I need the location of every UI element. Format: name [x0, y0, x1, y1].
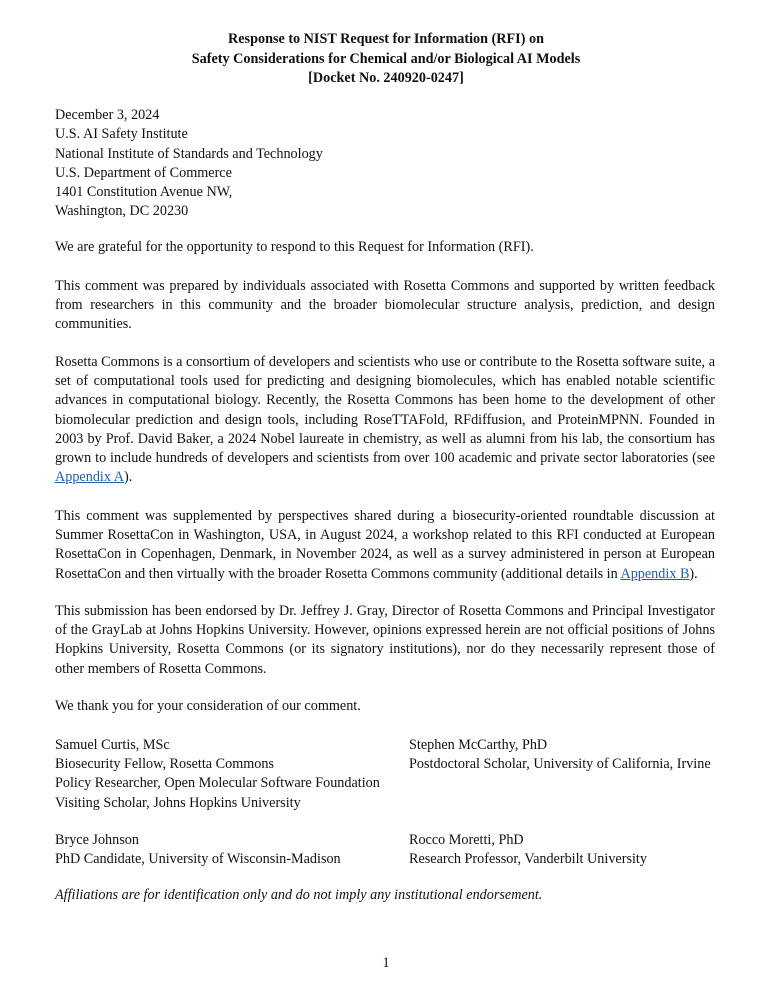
paragraph-endorsement: This submission has been endorsed by Dr. Jeffrey J. Gray, Director of Rosetta Commons and Principal Investigator of the GrayLab at Johns Hopkins University. However, opinions expressed herein are not official positions of Johns Hopkins University, Rosetta Commons (or its signatory institutions), nor do they necessarily represent those of other members of Rosetta Commons.: [55, 603, 715, 677]
paragraph-text: ).: [689, 565, 698, 582]
signatory-name: Stephen McCarthy, PhD: [409, 737, 548, 753]
letter-date: December 3, 2024: [55, 107, 160, 123]
address-line: National Institute of Standards and Technology: [55, 145, 323, 162]
paragraph-rosetta-commons: [55, 353, 715, 487]
title-line-2: Safety Considerations for Chemical and/or Biological AI Models: [191, 50, 581, 67]
paragraph-text: This comment was supplemented by perspectives shared during a biosecurity-oriented roundtable discussion at Summer RosettaCon in Washington, USA, in August 2024, a workshop related to this RFI conducted at European RosettaCon in Copenhagen, Denmark, in November 2024, as well as a survey administered in person at European RosettaCon and then virtually with the broader Rosetta Commons community (additional details in: [55, 508, 715, 582]
address-line: Washington, DC 20230: [55, 203, 189, 220]
address-line: U.S. Department of Commerce: [55, 164, 232, 181]
signatory-name: Rocco Moretti, PhD: [409, 832, 524, 848]
document-title: [0, 30, 772, 89]
address-line: U.S. AI Safety Institute: [55, 126, 188, 143]
signatory-moretti: [409, 831, 647, 869]
signatory-affiliation: Research Professor, Vanderbilt University: [409, 851, 647, 868]
address-line: 1401 Constitution Avenue NW,: [55, 184, 233, 201]
signatory-curtis: [55, 736, 380, 813]
signatory-affiliation: Biosecurity Fellow, Rosetta Commons: [55, 756, 274, 773]
signatory-mccarthy: [409, 736, 711, 774]
paragraph-text: ).: [123, 469, 133, 486]
paragraph-gratitude: We are grateful for the opportunity to respond to this Request for Information (RFI).: [55, 239, 534, 255]
signatory-name: Bryce Johnson: [55, 832, 139, 848]
title-line-1: Response to NIST Request for Information (RFI) on: [228, 31, 544, 47]
signatory-affiliation: Postdoctoral Scholar, University of California, Irvine: [409, 756, 711, 773]
signatory-name: Samuel Curtis, MSc: [55, 737, 170, 753]
affiliation-disclaimer: Affiliations are for identification only and do not imply any institutional endorsement.: [55, 887, 543, 903]
address-block: [55, 106, 323, 222]
appendix-a-link[interactable]: Appendix A: [55, 469, 124, 486]
signatory-affiliation: Visiting Scholar, Johns Hopkins University: [55, 794, 301, 811]
signatory-affiliation: Policy Researcher, Open Molecular Software Foundation: [55, 775, 380, 792]
appendix-b-link[interactable]: Appendix B: [620, 565, 690, 582]
page-number: 1: [382, 955, 390, 971]
paragraph-thanks: We thank you for your consideration of our comment.: [55, 698, 361, 714]
signatory-affiliation: PhD Candidate, University of Wisconsin-Madison: [55, 851, 341, 868]
title-line-3: [Docket No. 240920-0247]: [308, 70, 464, 86]
signatory-johnson: [55, 831, 341, 869]
paragraph-preparation: This comment was prepared by individuals associated with Rosetta Commons and supported by written feedback from researchers in this community and the broader biomolecular structure analysis, prediction, and design communities.: [55, 278, 715, 333]
paragraph-supplemented: [55, 507, 715, 584]
paragraph-text: Rosetta Commons is a consortium of developers and scientists who use or contribute to the Rosetta software suite, a set of computational tools used for predicting and designing biomolecules, which has enabled notable scientific advances in computational biology. Recently, the Rosetta Commons has been home to the development of other biomolecular prediction and design tools, including RoseTTAFold, RFdiffusion, and ProteinMPNN. Founded in 2003 by Prof. David Baker, a 2024 Nobel laureate in chemistry, as well as alumni from his lab, the consortium has grown to include hundreds of developers and scientists from over 100 academic and private sector laboratories (see: [55, 354, 715, 467]
